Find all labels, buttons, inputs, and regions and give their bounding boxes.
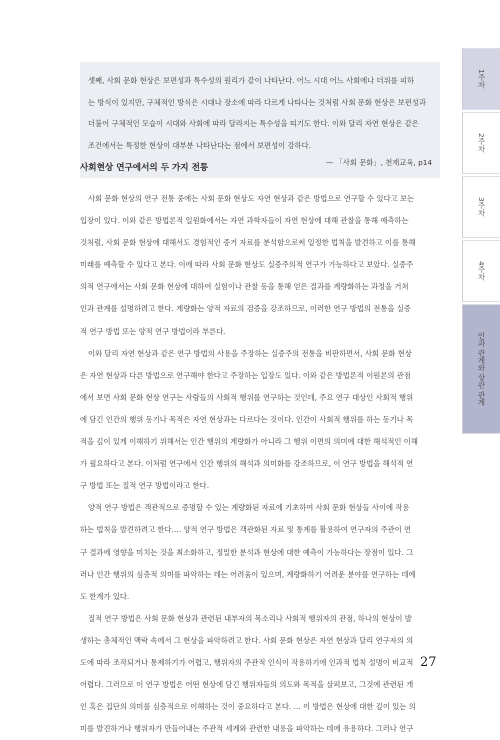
body-line: 어렵다. 그러므로 이 연구 방법은 어떤 현상에 담긴 행위자들의 의도와 목적을 살펴보고, 그것에 관련된 개 (80, 680, 414, 690)
body-line: 구 방법 또는 질적 연구 방법이라고 한다. (80, 481, 210, 491)
body-line: 적 연구 방법 또는 양적 연구 방법이라 부른다. (80, 326, 226, 336)
body-line: 가 필요하다고 본다. 이처럼 연구에서 인간 행위의 해석과 의미화를 강조하므로, 이 연구 방법을 해석적 연 (80, 459, 414, 469)
page-number: 27 (420, 655, 437, 670)
tab-label: 1주차 (477, 69, 486, 89)
tab-week-2[interactable] (462, 112, 500, 174)
body-line: 이와 달리 자연 현상과 같은 연구 방법의 사용을 주장하는 실증주의 전통을 비판하면서, 사회 문화 현상 (88, 348, 412, 358)
tab-label: 3주차 (477, 197, 486, 217)
body-line: 미래를 예측할 수 있다고 본다. 이에 따라 사회 문화 현상도 실증주의적 연구가 가능하다고 보았다. 실증주 (80, 260, 414, 270)
tab-label: 2주차 (477, 133, 486, 153)
body-line: 도에 따라 조작되거나 통제하기가 어렵고, 행위자의 주관적 인식이 작용하기에 인과적 법칙 설명이 비교적 (80, 657, 414, 667)
quote-line: 조건에서는 특정한 현상이 대부분 나타난다는 점에서 보편성이 강하다. (88, 140, 311, 150)
body-line: 인 혹은 집단의 의미를 심층적으로 이해하는 것이 중요하다고 본다. … 이 방법은 현상에 대한 깊이 있는 의 (80, 702, 416, 712)
tab-label: 4주차 (477, 261, 486, 281)
body-line: 구 결과에 영향을 미치는 것을 최소화하고, 정밀한 분석과 현상에 대한 예측이 가능하다는 장점이 있다. 그 (80, 547, 414, 557)
quote-line: 더불어 구체적인 모습이 시대와 사회에 따라 달라지는 특수성을 띠기도 한다. 이와 달리 자연 현상은 같은 (88, 119, 419, 128)
body-line: 생하는 총체적인 맥락 속에서 그 현상을 파악하려고 한다. 사회 문화 현상은 자연 현상과 달리 연구자의 의 (80, 635, 414, 645)
quote-line: 는 방식이 있지만, 구체적인 방식은 시대나 장소에 따라 다르게 나타나는 것처럼 사회 문화 현상은 보편성과 (88, 97, 426, 107)
tab-causation-correlation[interactable] (462, 304, 500, 434)
body-line: 러나 인간 행위의 심층적 의미를 파악하는 데는 어려움이 있으며, 계량화하기 어려운 분야를 연구하는 데에 (80, 569, 416, 579)
section-heading: 사회현상 연구에서의 두 가지 전통 (80, 163, 209, 173)
body-text (80, 188, 440, 740)
tab-week-4[interactable] (462, 240, 500, 302)
body-line: 양적 연구 방법은 객관적으로 증명할 수 있는 계량화된 자료에 기초하여 사회 문화 현상들 사이에 작용 (88, 503, 410, 513)
quote-citation: — 「사회 문화」, 천재교육, p14 (325, 158, 432, 167)
body-line: 입장이 있다. 이와 같은 방법론적 일원화에서는 자연 과학자들이 자연 현상에 대해 관찰을 통해 예측하는 (80, 216, 409, 226)
body-line: 사회 문화 현상의 연구 전통 중에는 사회 문화 현상도 자연 현상과 같은 방법으로 연구할 수 있다고 보는 (88, 194, 415, 203)
quote-line: 셋째, 사회 문화 현상은 보편성과 특수성의 원리가 같이 나타난다. 어느 시대 어느 사회에나 더위를 피하 (88, 76, 415, 85)
body-line: 도 한계가 있다. (80, 591, 130, 601)
body-line: 하는 법칙을 발견하려고 한다.… 양적 연구 방법은 객관화된 자료 및 통계를 활용하여 연구자의 주관이 연 (80, 525, 412, 535)
body-line: 적을 깊이 있게 이해하기 위해서는 인간 행위의 계량화가 아니라 그 행위 이면의 의미에 대한 해석적인 이해 (80, 437, 418, 447)
tab-label: 인과 관계와 상관 관계 (477, 332, 486, 406)
body-line: 의적 연구에서는 사회 문화 현상에 대하여 실험이나 관찰 등을 통해 얻은 결과를 계량화하는 과정을 거쳐 (80, 282, 409, 292)
tab-week-3[interactable] (462, 176, 500, 238)
body-line: 은 자연 현상과 다른 방법으로 연구해야 한다고 주장하는 입장도 있다. 이와 같은 방법론적 이원론의 관점 (80, 370, 411, 380)
body-line: 에서 보면 사회 문화 현상 연구는 사람들의 사회적 행위를 연구하는 것인데, 주요 연구 대상인 사회적 행위 (80, 392, 414, 402)
tab-week-1[interactable] (462, 48, 500, 110)
body-line: 미를 발견하거나 행위자가 만들어내는 주관적 세계와 관련한 내용을 파악하는 데에 유용하다. 그러나 연구 (80, 724, 414, 734)
body-line: 에 담긴 인간의 행위 동기나 목적은 자연 현상과는 다르다는 것이다. 인간이 사회적 행위를 하는 동기나 목 (80, 414, 414, 424)
body-line: 인과 관계를 설명하려고 한다. 계량화는 양적 자료의 검증을 강조하므로, 이러한 연구 방법의 전통을 실증 (80, 304, 411, 314)
body-line: 것처럼, 사회 문화 현상에 대해서도 경험적인 증거 자료를 분석함으로써 일정한 법칙을 발견하고 이를 통해 (80, 238, 416, 248)
side-tabs (462, 48, 500, 436)
body-line: 질적 연구 방법은 사회 문화 현상과 관련된 내부자의 목소리나 사회적 행위자의 관점, 하나의 현상이 발 (88, 613, 412, 623)
